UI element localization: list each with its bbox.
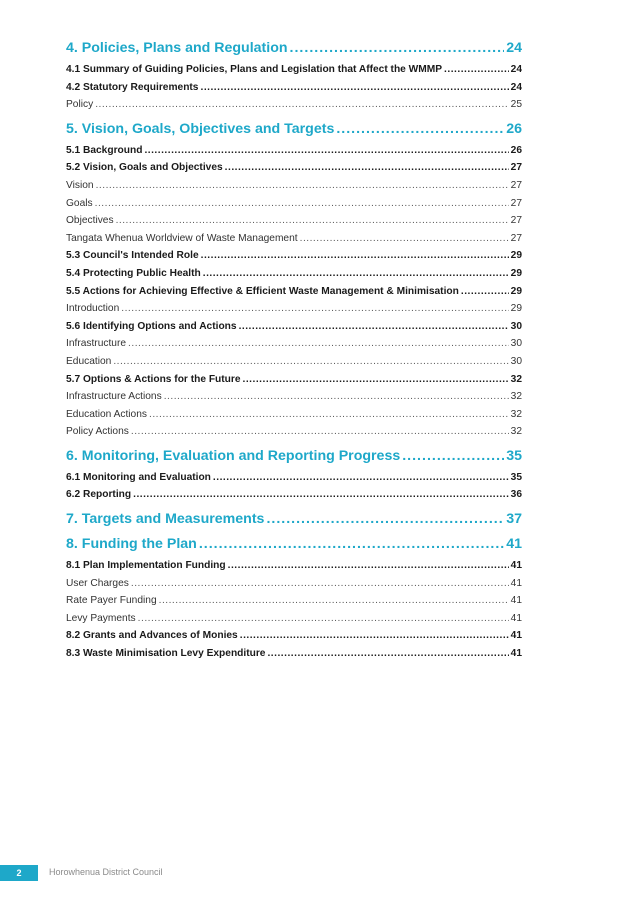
toc-section-entry[interactable] (66, 448, 522, 469)
toc-entry-page: 41 (510, 612, 522, 624)
toc-subsection-entry[interactable] (66, 64, 522, 82)
toc-entry-title: 4.1 Summary of Guiding Policies, Plans and Legislation that Affect the WMMP (66, 64, 443, 75)
toc-entry-page: 37 (506, 511, 522, 528)
toc-entry-page: 30 (510, 355, 522, 367)
toc-entry-page: 24 (510, 81, 522, 93)
toc-entry-page: 27 (510, 179, 522, 191)
toc-dot-leader (138, 613, 509, 624)
toc-entry-page: 41 (510, 630, 522, 642)
toc-entry-page: 30 (510, 320, 522, 332)
toc-section-entry[interactable] (66, 511, 522, 532)
toc-entry-title: Introduction (66, 303, 120, 315)
toc-entry-title: 5.2 Vision, Goals and Objectives (66, 162, 223, 174)
footer-organization: Horowhenua District Council (49, 867, 163, 877)
toc-entry-title: Levy Payments (66, 612, 136, 624)
toc-topic-entry[interactable] (66, 426, 522, 444)
toc-entry-title: 8. Funding the Plan (66, 536, 197, 553)
toc-subsection-entry[interactable] (66, 250, 522, 268)
toc-dot-leader (199, 536, 504, 552)
toc-entry-title: User Charges (66, 577, 129, 589)
toc-dot-leader (444, 64, 509, 75)
toc-subsection-entry[interactable] (66, 286, 522, 304)
toc-entry-page: 41 (506, 536, 522, 553)
toc-subsection-entry[interactable] (66, 560, 522, 578)
toc-subsection-entry[interactable] (66, 648, 522, 666)
toc-entry-title: 4. Policies, Plans and Regulation (66, 40, 288, 56)
toc-entry-title: 6.1 Monitoring and Evaluation (66, 471, 211, 483)
toc-topic-entry[interactable] (66, 233, 522, 251)
toc-entry-title: 8.3 Waste Minimisation Levy Expenditure (66, 648, 266, 660)
toc-topic-entry[interactable] (66, 303, 522, 321)
toc-dot-leader (159, 595, 509, 606)
toc-subsection-entry[interactable] (66, 268, 522, 286)
toc-dot-leader (128, 338, 509, 349)
toc-entry-title: 5.5 Actions for Achieving Effective & Efficient Waste Management & Minimisation (66, 285, 459, 297)
toc-entry-title: 5.7 Options & Actions for the Future (66, 373, 241, 385)
toc-entry-title: Infrastructure (66, 338, 127, 350)
toc-dot-leader (116, 215, 509, 226)
toc-entry-page: 29 (510, 303, 522, 315)
toc-entry-page: 27 (510, 197, 522, 209)
toc-entry-title: 5. Vision, Goals, Objectives and Targets (66, 120, 335, 137)
page-number-badge (0, 865, 38, 881)
toc-topic-entry[interactable] (66, 180, 522, 198)
toc-dot-leader (240, 630, 509, 641)
toc-topic-entry[interactable] (66, 99, 522, 117)
toc-section-entry[interactable] (66, 121, 522, 142)
toc-entry-page: 27 (510, 162, 522, 174)
toc-entry-page: 24 (506, 40, 522, 56)
table-of-contents (66, 40, 522, 666)
toc-entry-title: 4.2 Statutory Requirements (66, 81, 199, 93)
toc-dot-leader (113, 356, 508, 367)
toc-dot-leader (225, 162, 509, 173)
toc-entry-title: Rate Payer Funding (66, 595, 157, 607)
toc-entry-title: Policy (66, 99, 94, 111)
toc-entry-title: 5.3 Council's Intended Role (66, 250, 199, 262)
toc-dot-leader (266, 511, 504, 527)
toc-dot-leader (239, 321, 509, 332)
toc-topic-entry[interactable] (66, 391, 522, 409)
toc-entry-page: 27 (510, 232, 522, 244)
toc-entry-page: 41 (510, 595, 522, 607)
toc-entry-title: Objectives (66, 215, 114, 227)
toc-entry-title: Education (66, 355, 112, 367)
toc-dot-leader (213, 472, 509, 483)
toc-dot-leader (228, 560, 509, 571)
toc-entry-title: Tangata Whenua Worldview of Waste Management (66, 232, 298, 244)
toc-entry-title: 7. Targets and Measurements (66, 511, 265, 528)
toc-entry-title: 5.1 Background (66, 144, 143, 156)
toc-entry-title: Vision (66, 179, 94, 191)
toc-subsection-entry[interactable] (66, 374, 522, 392)
toc-dot-leader (131, 426, 509, 437)
toc-dot-leader (300, 233, 509, 244)
toc-entry-page: 35 (506, 447, 522, 464)
toc-entry-title: Infrastructure Actions (66, 391, 162, 403)
toc-dot-leader (133, 489, 509, 500)
toc-entry-page: 30 (510, 338, 522, 350)
toc-topic-entry[interactable] (66, 338, 522, 356)
toc-entry-page: 41 (510, 648, 522, 660)
toc-subsection-entry[interactable] (66, 472, 522, 490)
toc-entry-title: 5.4 Protecting Public Health (66, 267, 201, 279)
toc-entry-page: 36 (510, 489, 522, 501)
toc-entry-page: 26 (510, 144, 522, 156)
toc-section-entry[interactable] (66, 536, 522, 557)
toc-entry-title: 8.2 Grants and Advances of Monies (66, 630, 238, 642)
toc-dot-leader (336, 121, 504, 137)
toc-dot-leader (290, 40, 505, 56)
toc-subsection-entry[interactable] (66, 145, 522, 163)
toc-entry-page: 25 (510, 99, 522, 111)
toc-entry-page: 35 (510, 471, 522, 483)
toc-entry-page: 29 (510, 250, 522, 262)
toc-entry-page: 29 (510, 267, 522, 279)
toc-dot-leader (200, 82, 508, 93)
toc-topic-entry[interactable] (66, 356, 522, 374)
toc-topic-entry[interactable] (66, 595, 522, 613)
toc-entry-title: 6.2 Reporting (66, 489, 132, 501)
toc-entry-page: 41 (510, 577, 522, 589)
toc-entry-page: 26 (506, 120, 522, 137)
toc-dot-leader (96, 180, 509, 191)
toc-dot-leader (144, 145, 508, 156)
toc-dot-leader (95, 198, 509, 209)
toc-section-entry[interactable] (66, 40, 522, 61)
toc-dot-leader (203, 268, 509, 279)
toc-topic-entry[interactable] (66, 198, 522, 216)
toc-entry-page: 32 (510, 391, 522, 403)
toc-subsection-entry[interactable] (66, 630, 522, 648)
toc-dot-leader (243, 374, 509, 385)
page-footer (0, 865, 637, 881)
toc-topic-entry[interactable] (66, 578, 522, 596)
toc-subsection-entry[interactable] (66, 489, 522, 507)
toc-dot-leader (131, 578, 509, 589)
toc-subsection-entry[interactable] (66, 321, 522, 339)
toc-entry-page: 29 (510, 285, 522, 297)
toc-entry-page: 24 (510, 64, 522, 75)
toc-entry-title: 8.1 Plan Implementation Funding (66, 560, 226, 572)
toc-dot-leader (149, 409, 509, 420)
toc-entry-title: 6. Monitoring, Evaluation and Reporting Progress (66, 447, 401, 464)
toc-dot-leader (402, 448, 504, 464)
toc-entry-title: Education Actions (66, 408, 147, 420)
page-number: 2 (16, 868, 22, 878)
toc-topic-entry[interactable] (66, 215, 522, 233)
toc-topic-entry[interactable] (66, 409, 522, 427)
toc-dot-leader (267, 648, 508, 659)
toc-subsection-entry[interactable] (66, 82, 522, 100)
toc-entry-page: 41 (510, 560, 522, 572)
toc-dot-leader (95, 99, 508, 110)
toc-dot-leader (201, 250, 509, 261)
toc-entry-title: Goals (66, 197, 93, 209)
toc-entry-page: 27 (510, 215, 522, 227)
toc-dot-leader (164, 391, 509, 402)
toc-entry-title: 5.6 Identifying Options and Actions (66, 320, 237, 332)
toc-dot-leader (121, 303, 508, 314)
toc-entry-page: 32 (510, 426, 522, 438)
toc-topic-entry[interactable] (66, 613, 522, 631)
toc-subsection-entry[interactable] (66, 162, 522, 180)
toc-entry-page: 32 (510, 408, 522, 420)
toc-dot-leader (461, 286, 509, 297)
toc-entry-title: Policy Actions (66, 426, 129, 438)
toc-entry-page: 32 (510, 373, 522, 385)
